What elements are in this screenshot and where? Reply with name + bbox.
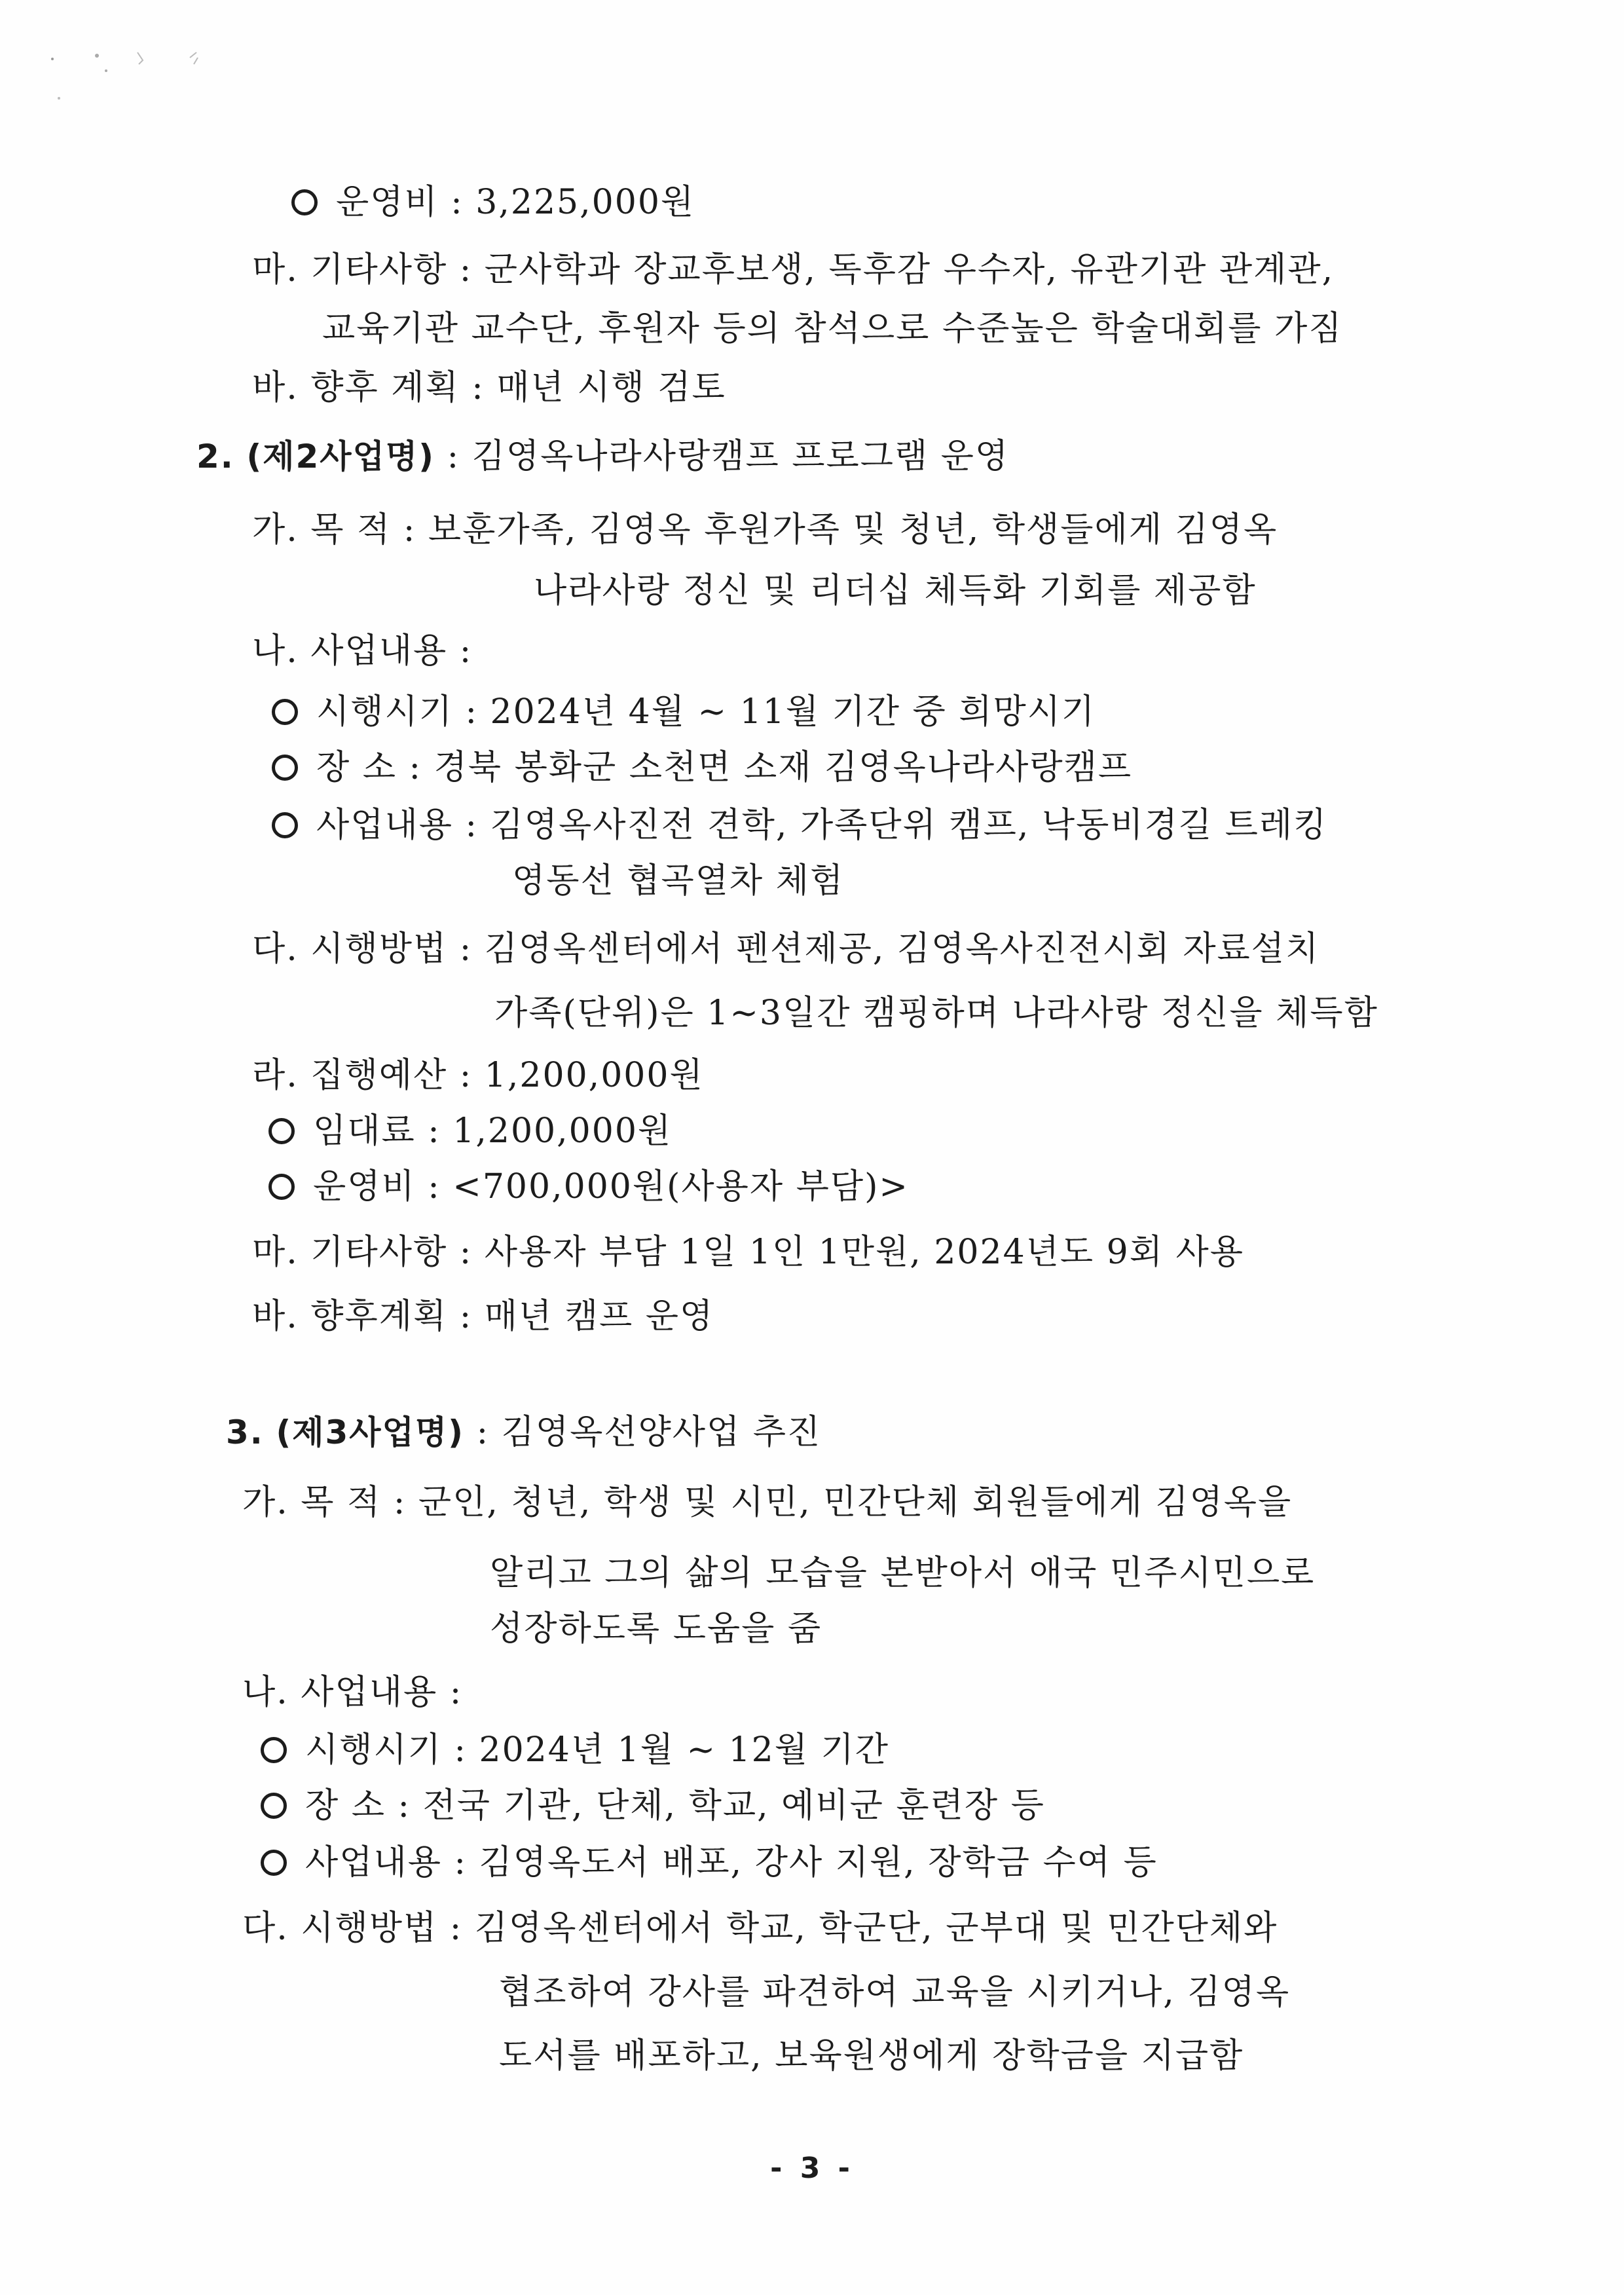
bullet-circle-icon [291, 189, 318, 215]
section2-purpose-line1: 가. 목 적 : 보훈가족, 김영옥 후원가족 및 청년, 학생들에게 김영옥 [252, 510, 1278, 550]
section2-budget: 라. 집행예산 : 1,200,000원 [252, 1056, 704, 1095]
section2-method-line1: 다. 시행방법 : 김영옥센터에서 펜션제공, 김영옥사진전시회 자료설치 [252, 929, 1320, 969]
section3-content-place: 장 소 : 전국 기관, 단체, 학교, 예비군 훈련장 등 [261, 1785, 1045, 1827]
bullet-circle-icon [261, 1850, 287, 1876]
section3-title-text: : 김영옥선양사업 추진 [476, 1413, 822, 1452]
section3-title-label: (제3사업명) [276, 1413, 465, 1451]
section2-number: 2. [196, 438, 234, 476]
section2-operating-cost: 운영비 : <700,000원(사용자 부담)> [268, 1166, 909, 1208]
section2-purpose-line2: 나라사랑 정신 및 리더십 체득화 기회를 제공함 [534, 571, 1257, 610]
section2-content-period: 시행시기 : 2024년 4월 ~ 11월 기간 중 희망시기 [272, 691, 1096, 733]
section3-purpose-line2: 알리고 그의 삶의 모습을 본받아서 애국 민주시민으로 [490, 1554, 1316, 1593]
section2-rent: 임대료 : 1,200,000원 [268, 1110, 672, 1152]
section2-title [196, 436, 1009, 477]
section3-title [226, 1411, 821, 1453]
section2-content-header: 나. 사업내용 : [252, 631, 473, 671]
section3-method-line1: 다. 시행방법 : 김영옥센터에서 학교, 학군단, 군부대 및 민간단체와 [242, 1909, 1278, 1948]
section1-others-line2: 교육기관 교수단, 후원자 등의 참석으로 수준높은 학술대회를 가짐 [322, 309, 1343, 348]
bullet-circle-icon [261, 1793, 287, 1819]
section1-future-plan: 바. 향후 계획 : 매년 시행 검토 [252, 368, 726, 407]
section2-title-label: (제2사업명) [246, 438, 435, 476]
scan-noise-marks [39, 33, 210, 105]
bullet-circle-icon [268, 1174, 295, 1200]
section2-future-plan: 바. 향후계획 : 매년 캠프 운영 [252, 1297, 714, 1336]
section3-purpose-line3: 성장하도록 도움을 줌 [490, 1609, 822, 1649]
bullet-circle-icon [272, 755, 298, 781]
bullet-circle-icon [261, 1737, 287, 1763]
section3-method-line2: 협조하여 강사를 파견하여 교육을 시키거나, 김영옥 [499, 1973, 1291, 2012]
section3-purpose-line1: 가. 목 적 : 군인, 청년, 학생 및 시민, 민간단체 회원들에게 김영옥을 [242, 1483, 1293, 1522]
section2-content-detail-line2: 영동선 협곡열차 체험 [512, 861, 845, 901]
section2-method-line2: 가족(단위)은 1~3일간 캠핑하며 나라사랑 정신을 체득함 [494, 994, 1378, 1033]
section1-operating-cost: 운영비 : 3,225,000원 [291, 181, 695, 223]
section1-others-line1: 마. 기타사항 : 군사학과 장교후보생, 독후감 우수자, 유관기관 관계관, [252, 250, 1335, 289]
section2-content-place: 장 소 : 경북 봉화군 소천면 소재 김영옥나라사랑캠프 [272, 747, 1132, 789]
section2-others: 마. 기타사항 : 사용자 부담 1일 1인 1만원, 2024년도 9회 사용 [252, 1233, 1244, 1272]
section2-content-detail-line1: 사업내용 : 김영옥사진전 견학, 가족단위 캠프, 낙동비경길 트레킹 [272, 804, 1327, 846]
section3-number: 3. [226, 1413, 264, 1451]
bullet-circle-icon [268, 1118, 295, 1144]
section3-content-period: 시행시기 : 2024년 1월 ~ 12월 기간 [261, 1729, 889, 1771]
section3-content-header: 나. 사업내용 : [242, 1673, 463, 1712]
section3-content-detail: 사업내용 : 김영옥도서 배포, 강사 지원, 장학금 수여 등 [261, 1842, 1158, 1884]
bullet-circle-icon [272, 699, 298, 725]
section2-title-text: : 김영옥나라사랑캠프 프로그램 운영 [447, 437, 1010, 476]
section3-method-line3: 도서를 배포하고, 보육원생에게 장학금을 지급함 [499, 2036, 1244, 2076]
bullet-circle-icon [272, 812, 298, 838]
page-number: - 3 - [770, 2152, 854, 2185]
